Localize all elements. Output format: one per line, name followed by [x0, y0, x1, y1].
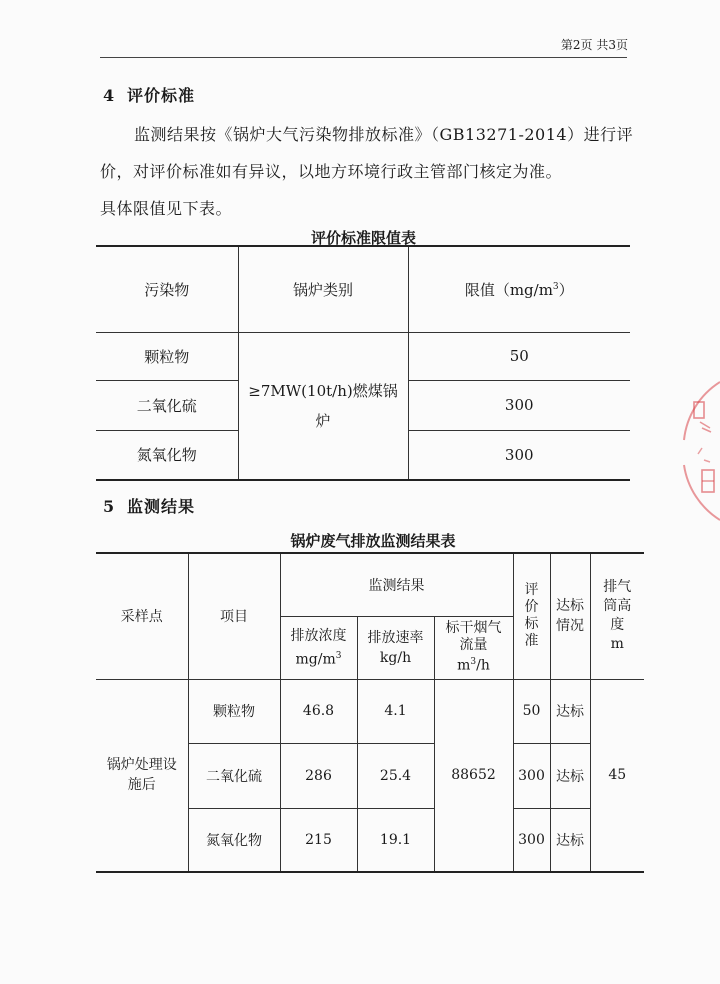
table1-row-pollutant: 氮氧化物	[96, 430, 238, 480]
section-4-paragraph-line2: 价，对评价标准如有异议，以地方环境行政主管部门核定为准。	[100, 162, 563, 181]
table2-row-standard: 300	[513, 743, 550, 808]
section-5-title: 监测结果	[127, 497, 196, 516]
table2-row-status: 达标	[550, 743, 590, 808]
header-concentration: 排放浓度 $mg/m^3$	[280, 616, 357, 679]
stack-height-value: 45	[590, 679, 644, 872]
table1-row-limit: 50	[408, 332, 630, 380]
table2-row-rate: 19.1	[357, 808, 434, 872]
header-results: 监测结果	[280, 553, 513, 616]
section-4-number: 4	[103, 86, 116, 105]
table2-row-concentration: 46.8	[280, 679, 357, 743]
flow-value: 88652	[434, 679, 513, 872]
header-sample-point: 采样点	[96, 553, 188, 679]
table2-row-item: 氮氧化物	[188, 808, 280, 872]
header-flow: 标干烟气 流量 $m^3/h$	[434, 616, 513, 679]
table1-title: 评价标准限值表	[310, 229, 416, 247]
red-seal-stamp	[680, 370, 720, 540]
header-status: 达标 情况	[550, 553, 590, 679]
table2-row-status: 达标	[550, 808, 590, 872]
table1-row-pollutant: 颗粒物	[96, 332, 238, 380]
table2-row-rate: 4.1	[357, 679, 434, 743]
header-pollutant: 污染物	[96, 246, 238, 332]
monitoring-result-table	[96, 552, 644, 873]
table2-row-rate: 25.4	[357, 743, 434, 808]
section-4-title: 评价标准	[127, 86, 196, 105]
section-5-heading	[103, 494, 195, 517]
table2-row-item: 颗粒物	[188, 679, 280, 743]
header-stack-height: 排气 筒高 度 m	[590, 553, 644, 679]
section-5-number: 5	[103, 497, 116, 516]
table2-row-standard: 300	[513, 808, 550, 872]
table2-row-concentration: 215	[280, 808, 357, 872]
table2-row-standard: 50	[513, 679, 550, 743]
page-number: 第2页 共3页	[560, 38, 628, 52]
section-4-paragraph-line3: 具体限值见下表。	[100, 199, 233, 218]
table1-row-limit: 300	[408, 430, 630, 480]
table2-row-concentration: 286	[280, 743, 357, 808]
table2-row-status: 达标	[550, 679, 590, 743]
header-standard: 评 价 标 准	[513, 553, 550, 679]
table1-row-pollutant: 二氧化硫	[96, 380, 238, 430]
sample-point: 锅炉处理设 施后	[96, 679, 188, 872]
header-boiler-type: 锅炉类别	[238, 246, 408, 332]
table1-row-limit: 300	[408, 380, 630, 430]
section-4-paragraph-line1: 监测结果按《锅炉大气污染物排放标准》（GB13271-2014）进行评	[134, 125, 634, 144]
table2-row-item: 二氧化硫	[188, 743, 280, 808]
section-4-heading	[103, 83, 195, 106]
standard-limit-table	[96, 245, 630, 481]
header-rate: 排放速率 kg/h	[357, 616, 434, 679]
header-item: 项目	[188, 553, 280, 679]
header-limit: 限值$(mg/m^3)$	[408, 246, 630, 332]
table1-boiler-type: ≥7MW(10t/h)燃煤锅 炉	[238, 332, 408, 480]
table2-title: 锅炉废气排放监测结果表	[290, 532, 456, 550]
header-rule	[100, 57, 627, 58]
